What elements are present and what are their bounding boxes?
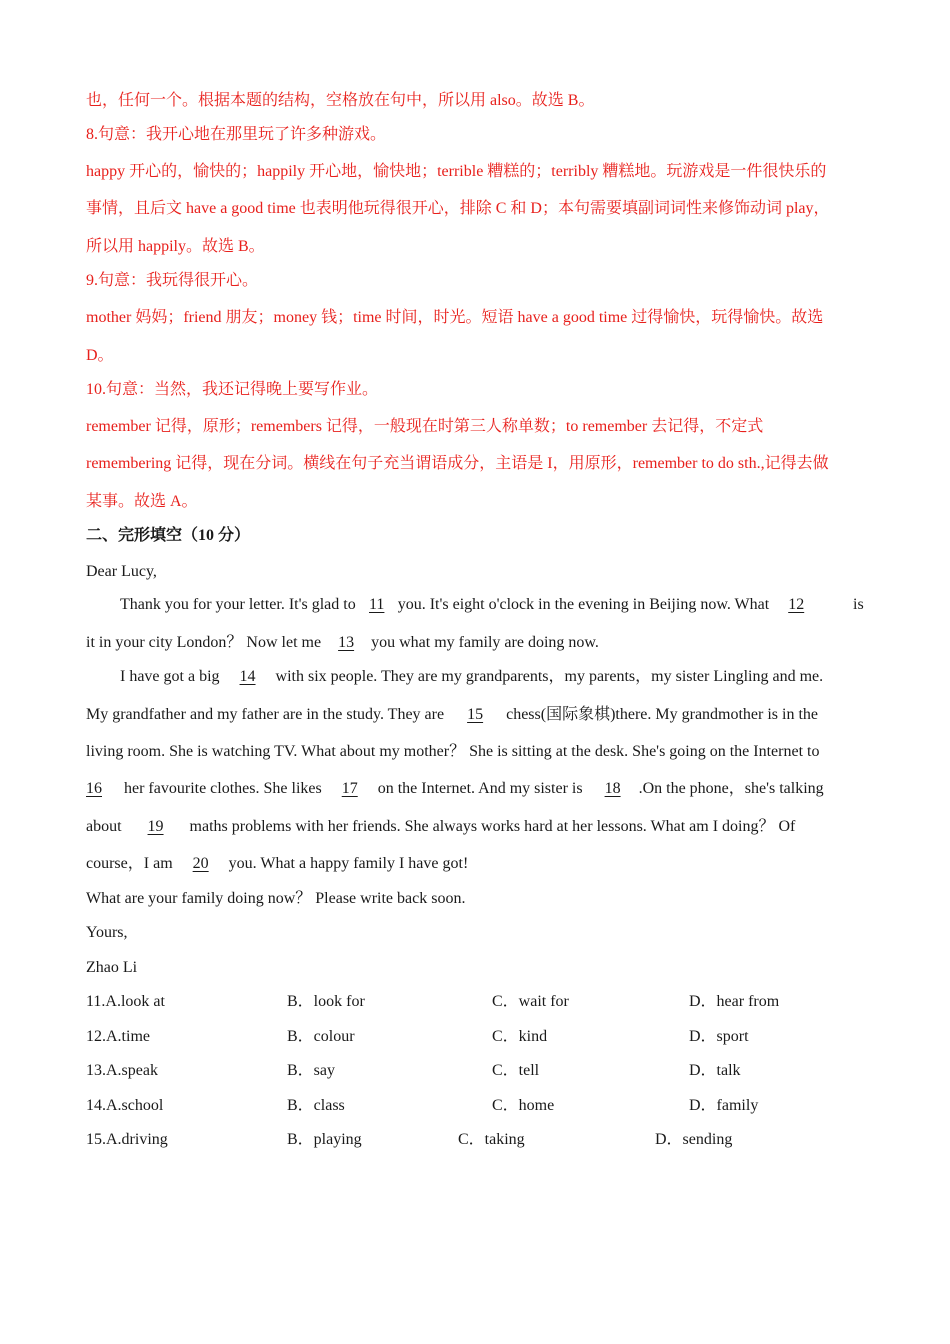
option-a[interactable]: 12.A.time <box>86 1028 150 1045</box>
blank-19: 19 <box>147 818 164 835</box>
option-d[interactable]: D．sport <box>689 1028 749 1045</box>
option-d[interactable]: D．family <box>689 1097 759 1114</box>
explanation-line: remembering 记得，现在分词。横线在句子充当谓语成分，主语是 I，用原形，remember to do sth.,记得去做 <box>86 455 829 472</box>
letter-paragraph-2-line-1: I have got a big 14 with six people. They are my grandparents，my parents，my sister Lingling and me. <box>120 666 823 688</box>
letter-salutation: Dear Lucy, <box>86 563 157 580</box>
explanation-heading: 9.句意：我玩得很开心。 <box>86 272 259 289</box>
option-b[interactable]: B．colour <box>287 1028 355 1045</box>
option-b[interactable]: B．playing <box>287 1131 362 1148</box>
option-c[interactable]: C．kind <box>492 1028 548 1045</box>
letter-signoff: Yours, <box>86 924 128 941</box>
explanation-heading: 10.句意：当然，我还记得晚上要写作业。 <box>86 381 379 398</box>
option-c[interactable]: C．home <box>492 1097 555 1114</box>
explanation-line: D。 <box>86 347 114 364</box>
blank-12: 12 <box>788 596 805 613</box>
blank-20: 20 <box>192 855 209 872</box>
section-title: 二、完形填空（10 分） <box>86 527 251 544</box>
letter-paragraph-2-line-4: 16 her favourite clothes. She likes 17 on the Internet. And my sister is 18 .On the phone，she's talking <box>86 778 824 800</box>
option-c[interactable]: C．tell <box>492 1062 540 1079</box>
letter-paragraph-2-line-5: about 19 maths problems with her friends. She always works hard at her lessons. What am I doing？ Of <box>86 816 795 838</box>
option-b[interactable]: B．class <box>287 1097 345 1114</box>
option-c[interactable]: C．taking <box>458 1131 525 1148</box>
option-d[interactable]: D．talk <box>689 1062 741 1079</box>
blank-18: 18 <box>604 780 621 797</box>
option-a[interactable]: 11.A.look at <box>86 993 165 1010</box>
explanation-line: 某事。故选 A。 <box>86 493 198 510</box>
blank-17: 17 <box>341 780 358 797</box>
blank-13: 13 <box>338 634 355 651</box>
blank-16: 16 <box>86 780 102 797</box>
option-a[interactable]: 15.A.driving <box>86 1131 168 1148</box>
blank-15: 15 <box>467 706 484 723</box>
letter-paragraph-1-line-2: it in your city London？ Now let me 13 you what my family are doing now. <box>86 632 599 654</box>
option-d[interactable]: D．hear from <box>689 993 780 1010</box>
explanation-line: 事情，且后文 have a good time 也表明他玩得很开心，排除 C 和 D；本句需要填副词词性来修饰动词 play， <box>86 200 830 217</box>
letter-paragraph-2-line-3: living room. She is watching TV. What about my mother？ She is sitting at the desk. She's going on the Internet to <box>86 743 820 760</box>
explanation-line: remember 记得，原形；remembers 记得，一般现在时第三人称单数；to remember 去记得，不定式 <box>86 418 764 435</box>
explanation-heading: 8.句意：我开心地在那里玩了许多种游戏。 <box>86 126 387 143</box>
letter-signature: Zhao Li <box>86 959 138 976</box>
letter-closing-question: What are your family doing now？ Please write back soon. <box>86 890 466 907</box>
option-d[interactable]: D．sending <box>655 1131 733 1148</box>
option-a[interactable]: 14.A.school <box>86 1097 164 1114</box>
option-b[interactable]: B．look for <box>287 993 365 1010</box>
blank-11: 11 <box>369 596 385 613</box>
explanation-line: 所以用 happily。故选 B。 <box>86 238 265 255</box>
option-a[interactable]: 13.A.speak <box>86 1062 158 1079</box>
explanation-line: happy 开心的，愉快的；happily 开心地，愉快地；terrible 糟糕的；terribly 糟糕地。玩游戏是一件很快乐的 <box>86 163 827 180</box>
letter-paragraph-2-line-2: My grandfather and my father are in the study. They are 15 chess(国际象棋)there. My grandmother is in the <box>86 704 818 726</box>
letter-paragraph-2-line-6: course，I am 20 you. What a happy family I have got! <box>86 853 468 875</box>
option-b[interactable]: B．say <box>287 1062 336 1079</box>
explanation-line: 也，任何一个。根据本题的结构，空格放在句中，所以用 also。故选 B。 <box>86 92 595 109</box>
explanation-line: mother 妈妈；friend 朋友；money 钱；time 时间，时光。短语 have a good time 过得愉快，玩得愉快。故选 <box>86 309 824 326</box>
blank-14: 14 <box>239 668 256 685</box>
letter-paragraph-1-line-1: Thank you for your letter. It's glad to 11 you. It's eight o'clock in the evening in Beijing now. What 12 is <box>120 594 819 616</box>
option-c[interactable]: C．wait for <box>492 993 569 1010</box>
